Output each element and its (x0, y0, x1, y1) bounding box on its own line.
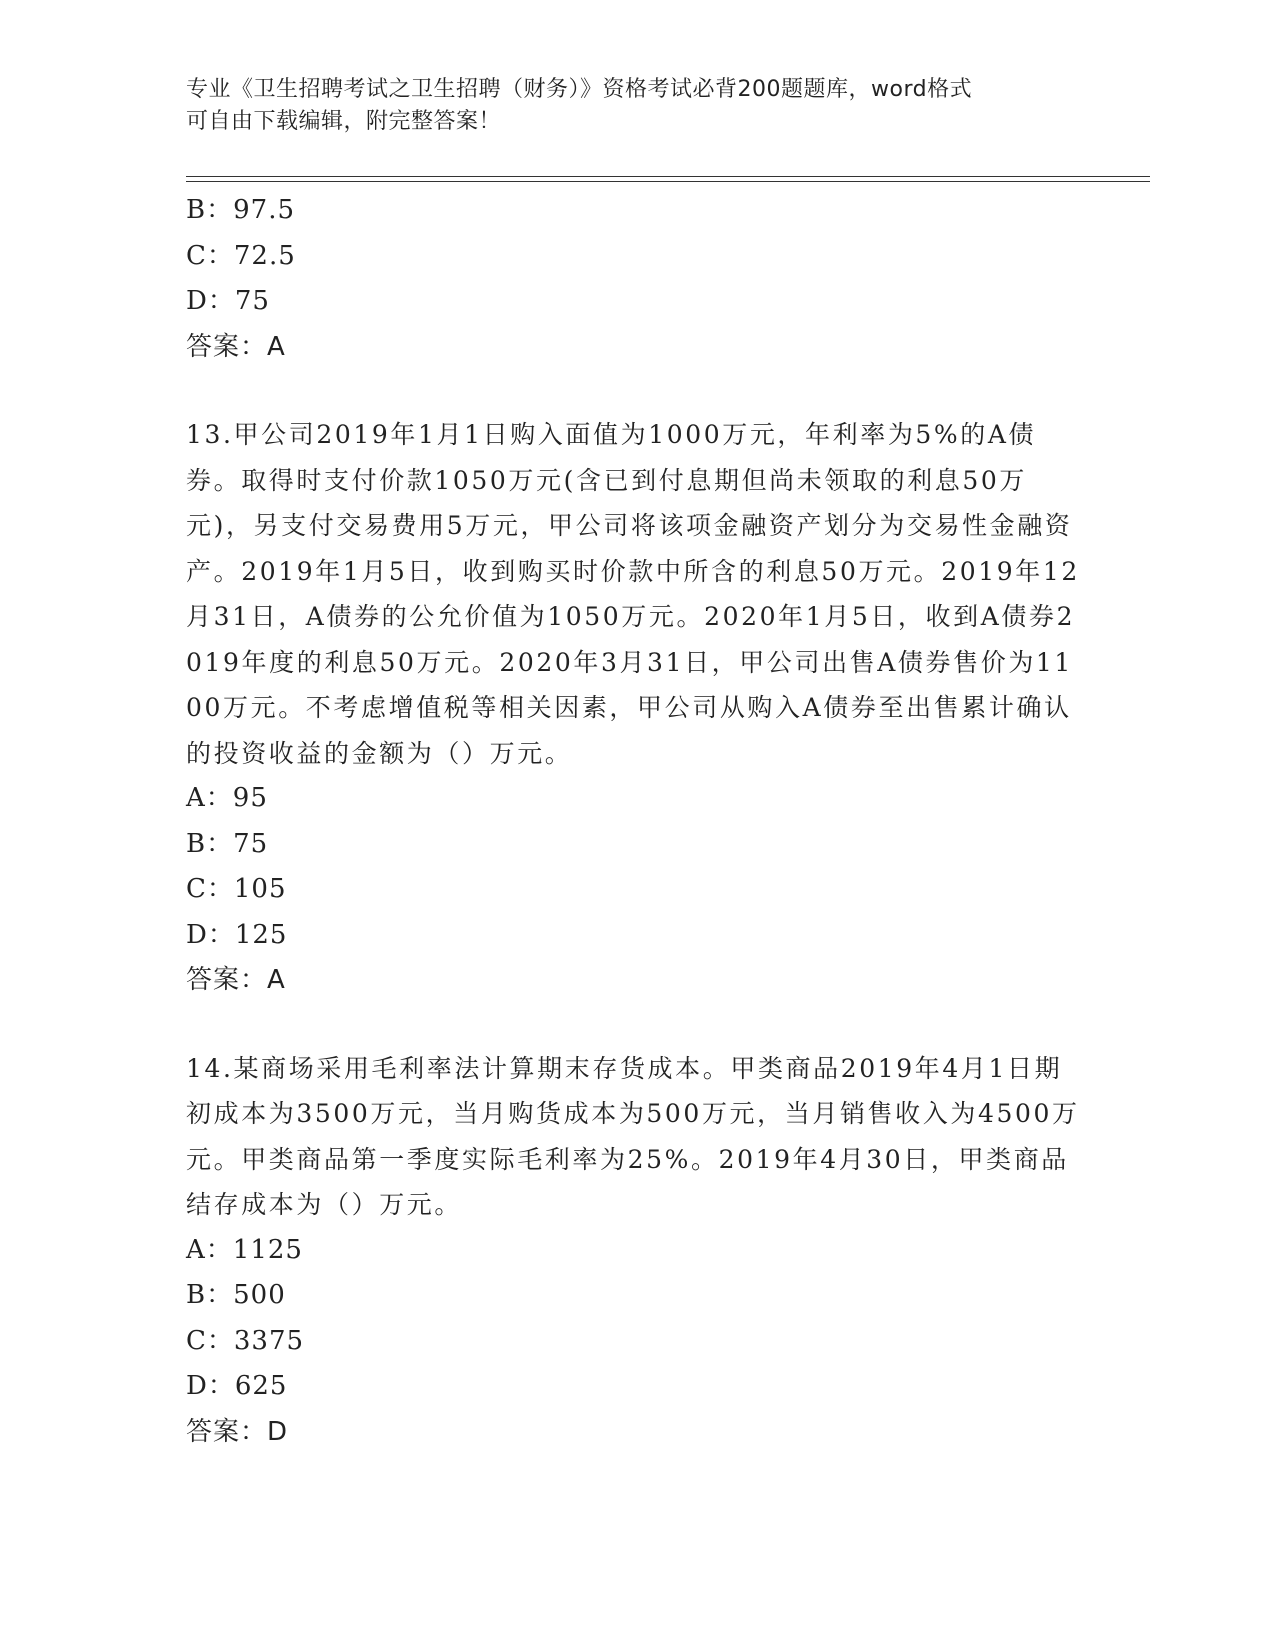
option-c: C：105 (186, 874, 287, 904)
option-a: A：95 (186, 783, 268, 813)
header-title-line-2: 可自由下载编辑，附完整答案！ (186, 109, 502, 134)
option-a: A：1125 (186, 1234, 303, 1265)
question-spacer (186, 370, 1086, 412)
question-13 (186, 412, 1086, 1004)
option-d: D：125 (186, 919, 288, 950)
question-12-tail (186, 188, 1086, 370)
answer-line: 答案：A (186, 331, 286, 362)
option-d: D：625 (186, 1371, 288, 1401)
question-stem: 14.某商场采用毛利率法计算期末存货成本。甲类商品2019年4月1日期初成本为3500万元，当月购货成本为500万元，当月销售收入为4500万元。甲类商品第一季度实际毛利率为25%。2019年4月30日，甲类商品结存成本为（）万元。 (186, 1053, 1080, 1219)
header-title-line-1: 专业《卫生招聘考试之卫生招聘（财务）》资格考试必背200题题库，word格式 (186, 77, 973, 102)
question-content (186, 188, 1086, 1455)
answer-line: 答案：D (186, 1416, 289, 1447)
option-d: D：75 (186, 286, 270, 316)
page-header (186, 74, 1066, 138)
header-divider-bottom (186, 181, 1150, 182)
option-b: B：500 (186, 1280, 286, 1310)
option-c: C：3375 (186, 1325, 305, 1356)
option-b: B：75 (186, 828, 269, 859)
question-14 (186, 1046, 1086, 1456)
option-c: C：72.5 (186, 240, 296, 271)
question-spacer (186, 1004, 1086, 1046)
question-stem: 13.甲公司2019年1月1日购入面值为1000万元，年利率为5%的A债券。取得时支付价款1050万元(含已到付息期但尚未领取的利息50万元)，另支付交易费用5万元，甲公司将该项金融资产划分为交易性金融资产。2019年1月5日，收到购买时价款中所含的利息50万元。2019年12月31日，A债券的公允价值为1050万元。2020年1月5日，收到A债券2019年度的利息50万元。2020年3月31日，甲公司出售A债券售价为1100万元。不考虑增值税等相关因素，甲公司从购入A债券至出售累计确认的投资收益的金额为（）万元。 (186, 420, 1080, 768)
option-b: B：97.5 (186, 195, 295, 225)
answer-line: 答案：A (186, 965, 286, 995)
header-divider-top (186, 176, 1150, 177)
